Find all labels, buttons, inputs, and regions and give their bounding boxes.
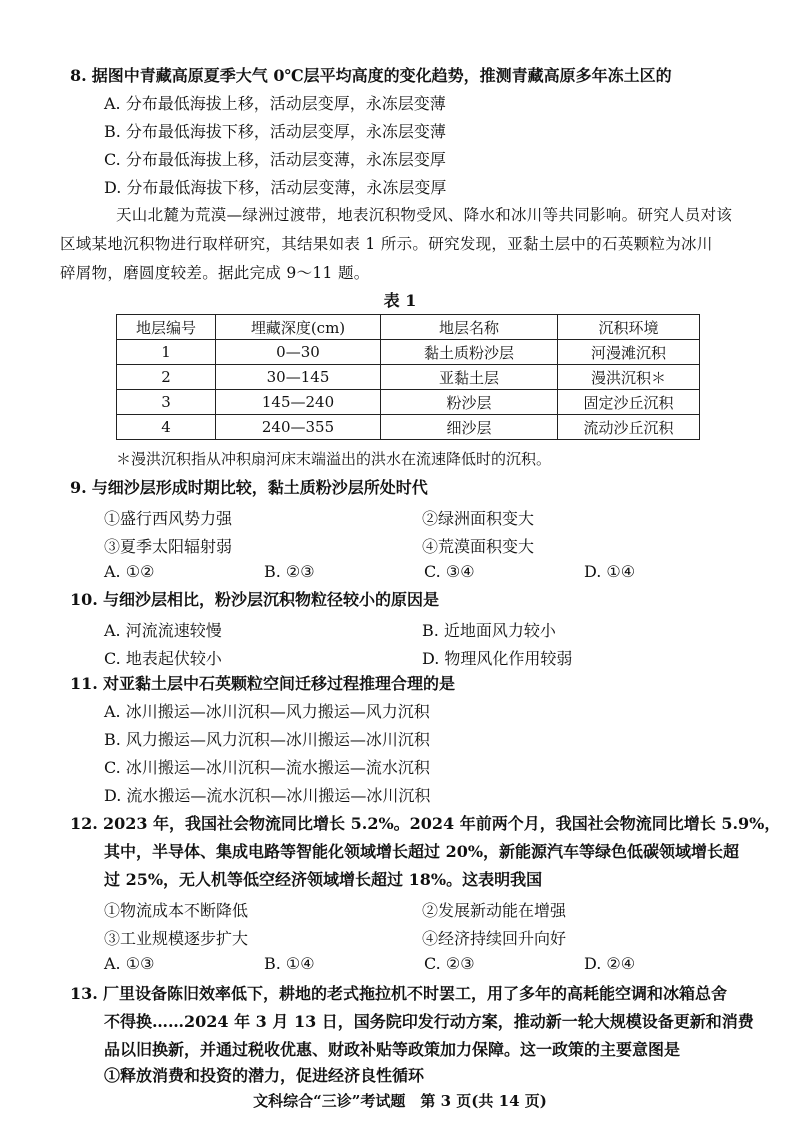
question-11-stem-line	[70, 674, 455, 694]
options-row	[104, 646, 744, 669]
question-number: 11.	[70, 674, 98, 693]
statement-row	[104, 898, 744, 921]
table-row	[117, 390, 700, 415]
option-a: A. 分布最低海拔上移，活动层变厚，永冻层变薄	[104, 94, 446, 113]
table-cell: 4	[117, 415, 216, 440]
options-row	[104, 562, 744, 581]
statement-item: ②发展新动能在增强	[422, 901, 567, 920]
question-stem: 对亚黏土层中石英颗粒空间迁移过程推理合理的是	[102, 674, 455, 693]
question-number: 10.	[70, 590, 98, 609]
page-footer: 文科综合“三诊”考试题 第 3 页(共 14 页)	[253, 1092, 547, 1110]
option-d: D. ②④	[584, 954, 636, 973]
options-row	[104, 954, 744, 973]
table-row	[117, 415, 700, 440]
option-c: C. 地表起伏较小	[104, 649, 222, 668]
passage-line: 碎屑物，磨圆度较差。据此完成 9～11 题。	[60, 264, 370, 282]
strata-table	[116, 314, 700, 440]
column-header: 沉积环境	[558, 315, 700, 340]
table-cell: 3	[117, 390, 216, 415]
question-number: 8.	[70, 66, 87, 85]
table-cell: 黏土质粉沙层	[381, 340, 558, 365]
question-stem: 品以旧换新，并通过税收优惠、财政补贴等政策加力保障。这一政策的主要意图是	[104, 1040, 681, 1059]
option-a: A. ①②	[104, 562, 155, 581]
question-stem: 其中，半导体、集成电路等智能化领域增长超过 20%，新能源汽车等绿色低碳领域增长超	[104, 842, 740, 861]
question-stem: 厂里设备陈旧效率低下，耕地的老式拖拉机不时罢工，用了多年的高耗能空调和冰箱总舍	[102, 984, 727, 1003]
option-c: C. ②③	[424, 954, 475, 973]
passage-line: 天山北麓为荒漠—绿洲过渡带，地表沉积物受风、降水和冰川等共同影响。研究人员对该	[116, 206, 733, 224]
reading-passage	[60, 201, 748, 288]
option-c: C. 冰川搬运—冰川沉积—流水搬运—流水沉积	[104, 758, 430, 777]
option-b: B. 近地面风力较小	[422, 621, 556, 640]
statement-item: ④荒漠面积变大	[422, 537, 535, 556]
column-header: 地层编号	[117, 315, 216, 340]
question-9-stem-line	[70, 478, 428, 498]
table-cell: 流动沙丘沉积	[558, 415, 700, 440]
passage-line: 区域某地沉积物进行取样研究，其结果如表 1 所示。研究发现，亚黏土层中的石英颗粒为冰川	[60, 235, 713, 253]
table-cell: 固定沙丘沉积	[558, 390, 700, 415]
option-c: C. ③④	[424, 562, 475, 581]
option-b: B. 分布最低海拔下移，活动层变厚，永冻层变薄	[104, 122, 446, 141]
statement-row	[104, 534, 744, 557]
question-8-stem-line	[70, 66, 672, 86]
question-stem: 过 25%，无人机等低空经济领域增长超过 18%。这表明我国	[104, 870, 543, 889]
table-cell: 漫洪沉积＊	[558, 365, 700, 390]
option-a: A. 河流流速较慢	[104, 621, 222, 640]
table-cell: 145—240	[216, 390, 381, 415]
statement-item: ④经济持续回升向好	[422, 929, 567, 948]
question-number: 9.	[70, 478, 87, 497]
option-b: B. ②③	[264, 562, 315, 581]
question-stem: 不得换……2024 年 3 月 13 日，国务院印发行动方案，推动新一轮大规模设备更新和消费	[104, 1012, 754, 1031]
table-cell: 河漫滩沉积	[558, 340, 700, 365]
statement-item: ③夏季太阳辐射弱	[104, 537, 233, 556]
question-stem: 据图中青藏高原夏季大气 0℃层平均高度的变化趋势，推测青藏高原多年冻土区的	[91, 66, 672, 85]
option-b: B. ①④	[264, 954, 315, 973]
question-stem: 与细沙层形成时期比较，黏土质粉沙层所处时代	[91, 478, 428, 497]
option-a: A. 冰川搬运—冰川沉积—风力搬运—风力沉积	[104, 702, 430, 721]
statement-item: ③工业规模逐步扩大	[104, 929, 249, 948]
table-row	[117, 365, 700, 390]
table-cell: 细沙层	[381, 415, 558, 440]
option-c: C. 分布最低海拔上移，活动层变薄，永冻层变厚	[104, 150, 446, 169]
table-header-row	[117, 315, 700, 340]
table-cell: 240—355	[216, 415, 381, 440]
table-footnote: ＊漫洪沉积指从冲积扇河床末端溢出的洪水在流速降低时的沉积。	[116, 450, 552, 468]
statement-item: ①盛行西风势力强	[104, 509, 233, 528]
statement-row	[104, 926, 744, 949]
table-cell: 0—30	[216, 340, 381, 365]
option-d: D. 物理风化作用较弱	[422, 649, 573, 668]
question-number: 13.	[70, 984, 98, 1003]
table-cell: 30—145	[216, 365, 381, 390]
question-number: 12.	[70, 814, 98, 833]
table-cell: 1	[117, 340, 216, 365]
statement-item: ②绿洲面积变大	[422, 509, 535, 528]
option-a: A. ①③	[104, 954, 155, 973]
column-header: 埋藏深度(cm)	[216, 315, 381, 340]
option-d: D. ①④	[584, 562, 636, 581]
question-13-stem-line	[70, 984, 727, 1004]
options-row	[104, 618, 744, 641]
table-cell: 2	[117, 365, 216, 390]
question-10-stem-line	[70, 590, 439, 610]
option-d: D. 分布最低海拔下移，活动层变薄，永冻层变厚	[104, 178, 447, 197]
table-title: 表 1	[383, 291, 417, 310]
question-stem: 与细沙层相比，粉沙层沉积物粒径较小的原因是	[102, 590, 439, 609]
column-header: 地层名称	[381, 315, 558, 340]
statement-row	[104, 506, 744, 529]
option-d: D. 流水搬运—流水沉积—冰川搬运—冰川沉积	[104, 786, 431, 805]
table-row	[117, 340, 700, 365]
question-12-stem-line	[70, 814, 780, 834]
statement-item: ①释放消费和投资的潜力，促进经济良性循环	[104, 1066, 425, 1085]
table-cell: 粉沙层	[381, 390, 558, 415]
table-cell: 亚黏土层	[381, 365, 558, 390]
statement-item: ①物流成本不断降低	[104, 901, 249, 920]
option-b: B. 风力搬运—风力沉积—冰川搬运—冰川沉积	[104, 730, 430, 749]
question-stem: 2023 年，我国社会物流同比增长 5.2%。2024 年前两个月，我国社会物流同比增长 5.9%，	[102, 814, 781, 833]
